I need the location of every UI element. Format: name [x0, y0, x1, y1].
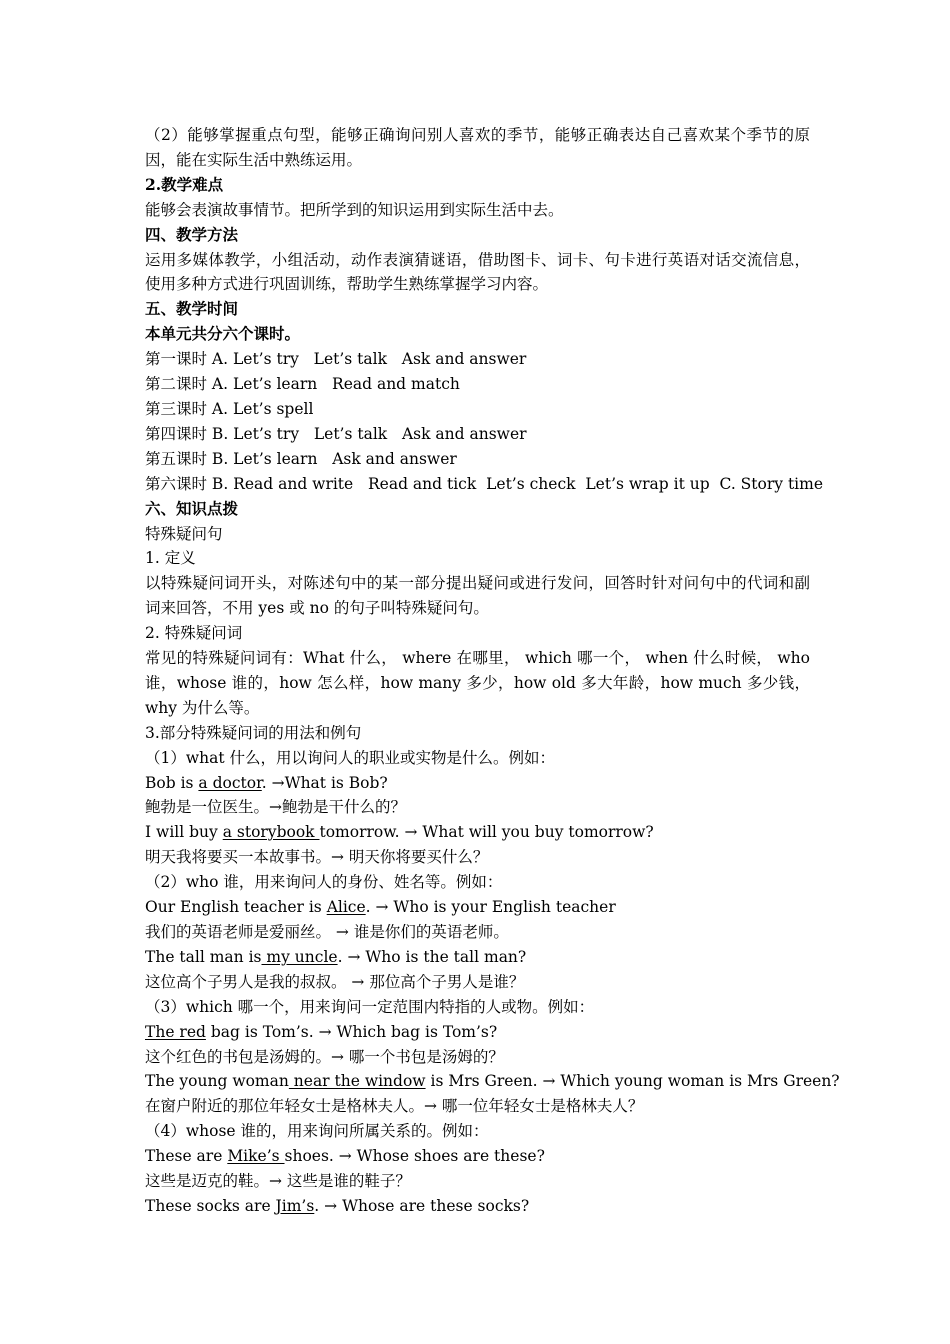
example-translation: 这个红色的书包是汤姆的。→ 哪一个书包是汤姆的？ — [145, 1047, 504, 1066]
example-translation: 在窗户附近的那位年轻女士是格林夫人。→ 哪一位年轻女士是格林夫人？ — [145, 1097, 644, 1116]
lesson-item: 第六课时 B. Read and write Read and tick Let’s check Let’s wrap it up C. Story time — [145, 474, 824, 493]
which-heading: （3）which 哪一个，用来询问一定范围内特指的人或物。例如： — [145, 997, 595, 1016]
document-body — [145, 123, 840, 1219]
example-translation: 鲍勃是一位医生。→鲍勃是干什么的？ — [145, 798, 406, 817]
example-sentence: These socks are Jim’s. → Whose are these socks? — [145, 1196, 530, 1215]
example-translation: 这些是迈克的鞋。→ 这些是谁的鞋子？ — [145, 1172, 411, 1191]
time-summary: 本单元共分六个课时。 — [145, 324, 301, 344]
example-translation: 我们的英语老师是爱丽丝。 → 谁是你们的英语老师。 — [145, 923, 509, 941]
lesson-item: 第一课时 A. Let’s try Let’s talk Ask and answer — [145, 350, 527, 369]
example-sentence: Our English teacher is Alice. → Who is your English teacher — [145, 898, 616, 917]
definition-heading: 1. 定义 — [145, 549, 196, 568]
method-paragraph: 运用多媒体教学，小组活动，动作表演猜谜语，借助图卡、词卡、句卡进行英语对话交流信息，使用多种方式进行巩固训练，帮助学生熟练掌握学习内容。 — [145, 250, 810, 294]
what-heading: （1）what 什么，用以询问人的职业或实物是什么。例如： — [145, 748, 556, 767]
example-sentence: I will buy a storybook tomorrow. → What will you buy tomorrow? — [145, 823, 654, 842]
heading-knowledge: 六、知识点拨 — [145, 498, 239, 518]
heading-method: 四、教学方法 — [145, 224, 239, 244]
heading-difficulty: 2.教学难点 — [145, 174, 224, 194]
lesson-item: 第三课时 A. Let’s spell — [145, 399, 314, 418]
knowledge-title: 特殊疑问句 — [145, 524, 223, 543]
example-translation: 这位高个子男人是我的叔叔。 → 那位高个子男人是谁？ — [145, 972, 525, 991]
example-sentence: These are Mike’s shoes. → Whose shoes are these? — [145, 1147, 545, 1166]
example-sentence: Bob is a doctor. →What is Bob? — [145, 773, 388, 792]
lesson-list — [145, 347, 824, 496]
difficulty-paragraph: 能够会表演故事情节。把所学到的知识运用到实际生活中去。 — [145, 200, 564, 219]
lesson-item: 第二课时 A. Let’s learn Read and match — [145, 375, 460, 394]
whose-heading: （4）whose 谁的，用来询问所属关系的。例如： — [145, 1122, 489, 1141]
who-heading: （2）who 谁，用来询问人的身份、姓名等。例如： — [145, 873, 503, 892]
definition-paragraph: 以特殊疑问词开头，对陈述句中的某一部分提出疑问或进行发问，回答时针对问句中的代词和副词来回答，不用 yes 或 no 的句子叫特殊疑问句。 — [145, 574, 810, 618]
question-words-heading: 2. 特殊疑问词 — [145, 624, 243, 643]
example-sentence: The tall man is my uncle. → Who is the tall man? — [145, 947, 527, 966]
heading-time: 五、教学时间 — [145, 299, 239, 319]
usage-heading: 3.部分特殊疑问词的用法和例句 — [145, 723, 362, 742]
goal-paragraph: （2）能够掌握重点句型，能够正确询问别人喜欢的季节，能够正确表达自己喜欢某个季节的原因，能在实际生活中熟练运用。 — [145, 126, 810, 169]
question-words-paragraph: 常见的特殊疑问词有：What 什么， where 在哪里， which 哪一个， when 什么时候， who 谁，whose 谁的，how 怎么样，how many 多少，how old 多大年龄，how much 多少钱，why 为什么等。 — [145, 649, 810, 717]
lesson-item: 第五课时 B. Let’s learn Ask and answer — [145, 449, 457, 468]
example-sentence: The red bag is Tom’s. → Which bag is Tom’s? — [145, 1022, 498, 1041]
example-sentence: The young woman near the window is Mrs Green. → Which young woman is Mrs Green? — [145, 1072, 840, 1091]
example-translation: 明天我将要买一本故事书。→ 明天你将要买什么？ — [145, 848, 489, 867]
lesson-item: 第四课时 B. Let’s try Let’s talk Ask and answer — [145, 424, 527, 443]
